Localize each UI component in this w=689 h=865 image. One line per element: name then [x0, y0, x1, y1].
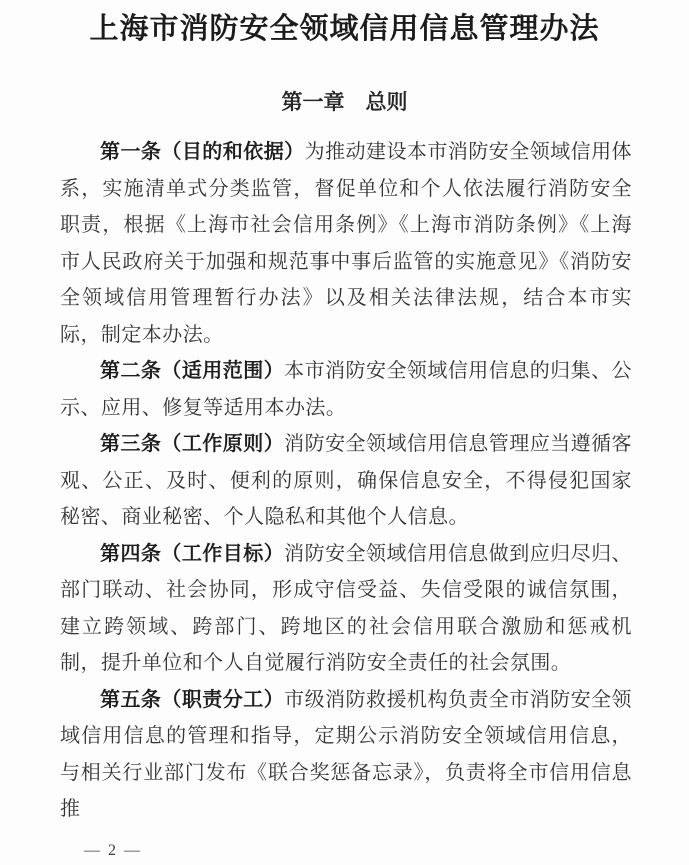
document-title: 上海市消防安全领域信用信息管理办法: [89, 13, 600, 45]
article-list: [60, 134, 632, 828]
article-body-text: 市级消防救援机构负责全市消防安全领域信用信息的管理和指导，定期公示消防安全领域信用信息，与相关行业部门发布《联合奖惩备忘录》，负责将全市信用信息推: [60, 688, 632, 820]
article-body-text: 消防安全领域信用信息管理应当遵循客观、公正、及时、便利的原则，确保信息安全，不得侵犯国家秘密、商业秘密、个人隐私和其他个人信息。: [60, 433, 632, 528]
article-heading: 第四条（工作目标）: [100, 542, 285, 565]
article-body-text: 消防安全领域信用信息做到应归尽归、部门联动、社会协同，形成守信受益、失信受限的诚信氛围，建立跨领域、跨部门、跨地区的社会信用联合激励和惩戒机制，提升单位和个人自觉履行消防安全责任的社会氛围。: [60, 542, 632, 674]
chapter-heading: 第一章 总则: [281, 91, 408, 114]
article-body-text: 本市消防安全领域信用信息的归集、公示、应用、修复等适用本办法。: [60, 360, 632, 419]
article-paragraph: [60, 682, 632, 828]
article-heading: 第三条（工作原则）: [100, 433, 285, 455]
article-paragraph: [60, 426, 632, 536]
article-body-text: 为推动建设本市消防安全领域信用体系，实施清单式分类监管，督促单位和个人依法履行消防安全职责，根据《上海市社会信用条例》《上海市消防条例》《上海市人民政府关于加强和规范事中事后监管的实施意见》《消防安全领域信用管理暂行办法》以及相关法律法规，结合本市实际，制定本办法。: [60, 141, 633, 346]
article-heading: 第五条（职责分工）: [100, 688, 285, 711]
article-paragraph: [60, 536, 632, 682]
article-heading: 第一条（目的和依据）: [100, 141, 305, 163]
article-paragraph: [60, 353, 632, 426]
article-paragraph: [60, 134, 632, 353]
page-number: — 2 —: [84, 842, 142, 859]
article-heading: 第二条（适用范围）: [100, 360, 285, 382]
